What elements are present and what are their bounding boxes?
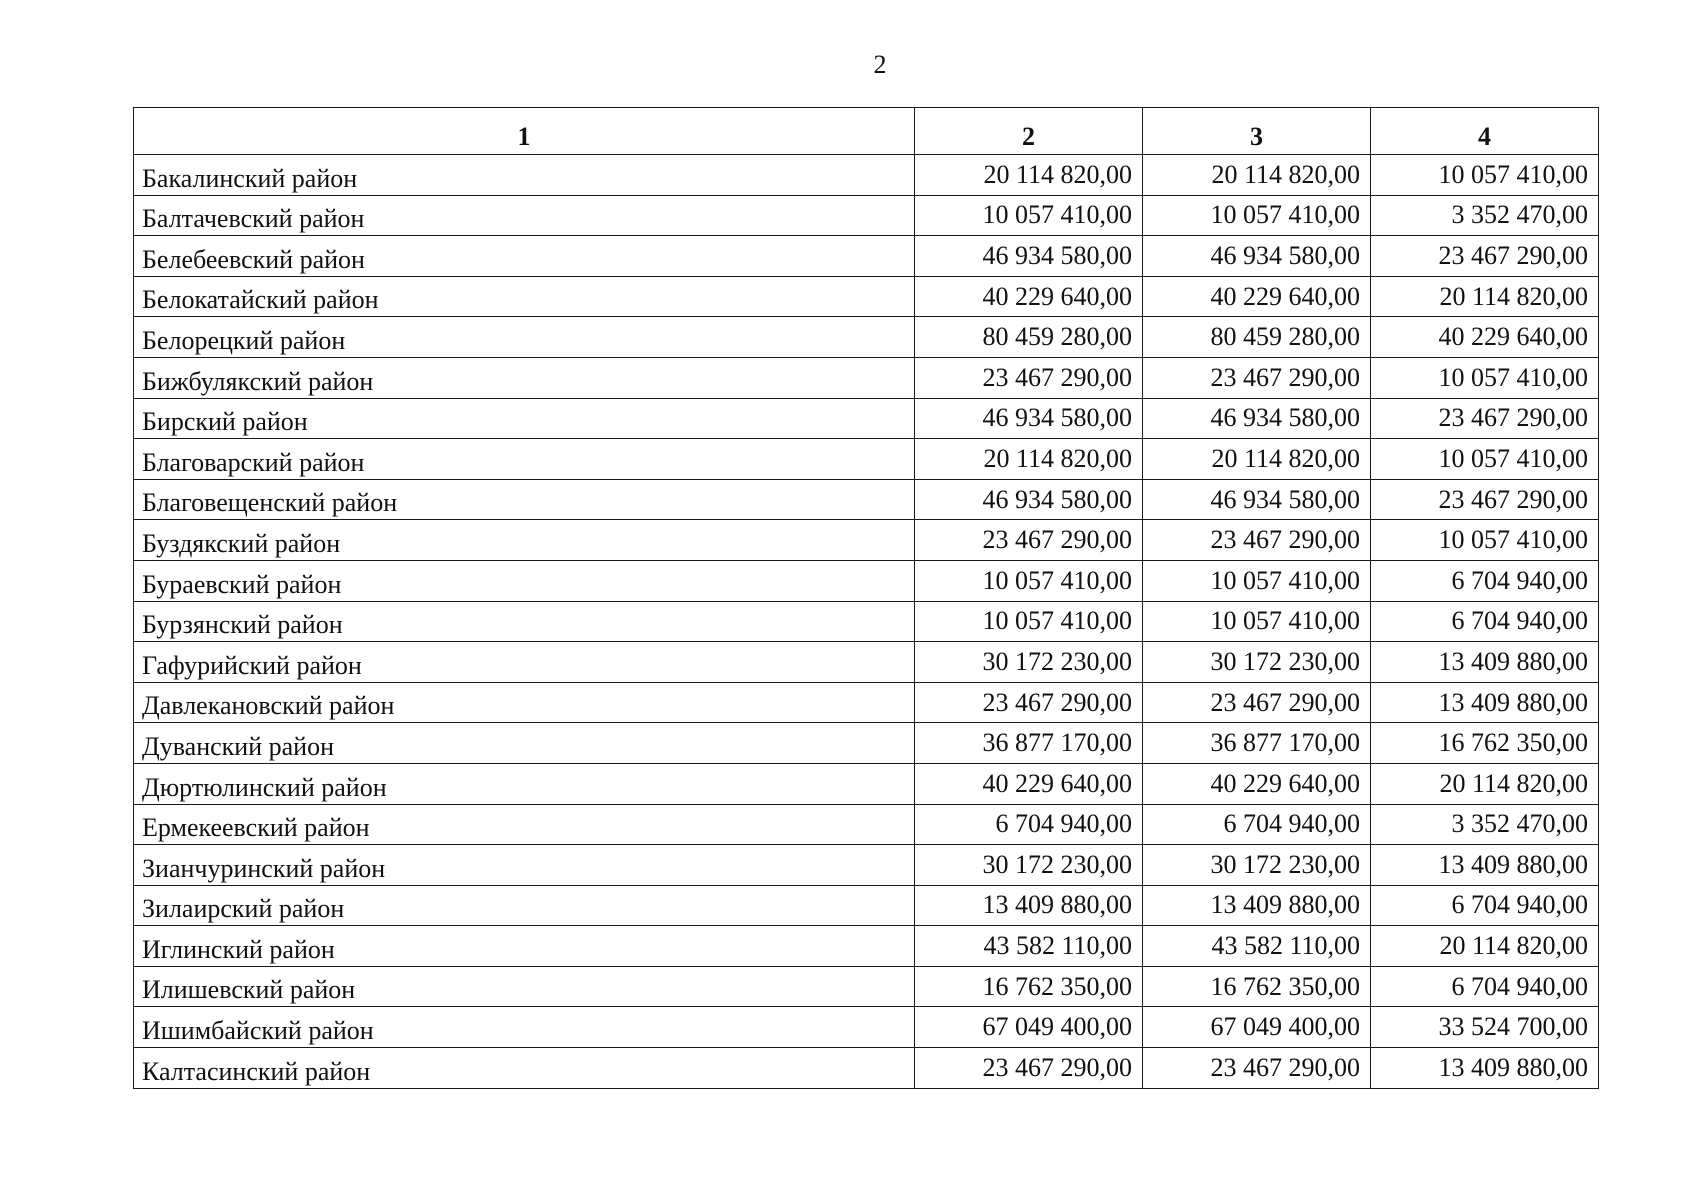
column-3-value-cell: 46 934 580,00 [1143,479,1371,520]
district-name-cell: Ишимбайский район [134,1007,915,1048]
district-name-cell: Белокатайский район [134,276,915,317]
column-4-value-cell: 10 057 410,00 [1371,155,1599,196]
table-row [134,804,1599,845]
district-name-cell: Дюртюлинский район [134,763,915,804]
district-table-container [133,107,1599,1089]
column-2-value-cell: 40 229 640,00 [915,276,1143,317]
column-3-value-cell: 30 172 230,00 [1143,845,1371,886]
district-name-cell: Бакалинский район [134,155,915,196]
column-4-value-cell: 23 467 290,00 [1371,398,1599,439]
column-3-value-cell: 10 057 410,00 [1143,601,1371,642]
column-header: 3 [1143,108,1371,155]
page-number: 2 [873,50,887,79]
table-row [134,1007,1599,1048]
district-table [133,107,1599,1089]
column-3-value-cell: 23 467 290,00 [1143,357,1371,398]
district-name-cell: Бижбулякский район [134,357,915,398]
column-2-value-cell: 46 934 580,00 [915,479,1143,520]
column-3-value-cell: 30 172 230,00 [1143,642,1371,683]
column-3-value-cell: 16 762 350,00 [1143,966,1371,1007]
table-row [134,763,1599,804]
column-2-value-cell: 13 409 880,00 [915,885,1143,926]
column-3-value-cell: 20 114 820,00 [1143,155,1371,196]
district-name-cell: Балтачевский район [134,195,915,236]
column-3-value-cell: 80 459 280,00 [1143,317,1371,358]
column-2-value-cell: 20 114 820,00 [915,155,1143,196]
district-name-cell: Бураевский район [134,560,915,601]
column-4-value-cell: 23 467 290,00 [1371,479,1599,520]
column-2-value-cell: 10 057 410,00 [915,560,1143,601]
column-4-value-cell: 10 057 410,00 [1371,357,1599,398]
column-2-value-cell: 23 467 290,00 [915,357,1143,398]
column-3-value-cell: 20 114 820,00 [1143,439,1371,480]
column-4-value-cell: 13 409 880,00 [1371,642,1599,683]
column-4-value-cell: 20 114 820,00 [1371,276,1599,317]
table-row [134,276,1599,317]
column-4-value-cell: 13 409 880,00 [1371,682,1599,723]
district-name-cell: Зилаирский район [134,885,915,926]
district-name-cell: Илишевский район [134,966,915,1007]
table-row [134,357,1599,398]
table-row [134,520,1599,561]
column-2-value-cell: 36 877 170,00 [915,723,1143,764]
column-4-value-cell: 3 352 470,00 [1371,804,1599,845]
column-4-value-cell: 10 057 410,00 [1371,520,1599,561]
table-row [134,439,1599,480]
column-4-value-cell: 20 114 820,00 [1371,763,1599,804]
column-4-value-cell: 6 704 940,00 [1371,885,1599,926]
column-2-value-cell: 6 704 940,00 [915,804,1143,845]
column-2-value-cell: 10 057 410,00 [915,195,1143,236]
table-body [134,155,1599,1089]
column-4-value-cell: 13 409 880,00 [1371,1048,1599,1089]
column-3-value-cell: 23 467 290,00 [1143,520,1371,561]
table-header-row [134,108,1599,155]
district-name-cell: Ермекеевский район [134,804,915,845]
column-3-value-cell: 46 934 580,00 [1143,398,1371,439]
column-2-value-cell: 30 172 230,00 [915,845,1143,886]
table-row [134,195,1599,236]
column-4-value-cell: 3 352 470,00 [1371,195,1599,236]
column-2-value-cell: 16 762 350,00 [915,966,1143,1007]
column-4-value-cell: 13 409 880,00 [1371,845,1599,886]
table-row [134,885,1599,926]
column-4-value-cell: 6 704 940,00 [1371,560,1599,601]
column-4-value-cell: 40 229 640,00 [1371,317,1599,358]
column-3-value-cell: 36 877 170,00 [1143,723,1371,764]
column-2-value-cell: 30 172 230,00 [915,642,1143,683]
column-2-value-cell: 10 057 410,00 [915,601,1143,642]
column-3-value-cell: 10 057 410,00 [1143,560,1371,601]
column-2-value-cell: 43 582 110,00 [915,926,1143,967]
column-2-value-cell: 67 049 400,00 [915,1007,1143,1048]
district-name-cell: Белорецкий район [134,317,915,358]
district-name-cell: Дуванский район [134,723,915,764]
table-row [134,966,1599,1007]
column-2-value-cell: 40 229 640,00 [915,763,1143,804]
column-2-value-cell: 46 934 580,00 [915,236,1143,277]
table-row [134,723,1599,764]
column-3-value-cell: 40 229 640,00 [1143,276,1371,317]
column-2-value-cell: 23 467 290,00 [915,682,1143,723]
column-3-value-cell: 46 934 580,00 [1143,236,1371,277]
table-row [134,642,1599,683]
table-row [134,601,1599,642]
column-2-value-cell: 20 114 820,00 [915,439,1143,480]
column-header: 4 [1371,108,1599,155]
column-2-value-cell: 23 467 290,00 [915,520,1143,561]
district-name-cell: Благоварский район [134,439,915,480]
column-4-value-cell: 6 704 940,00 [1371,966,1599,1007]
table-row [134,398,1599,439]
column-4-value-cell: 6 704 940,00 [1371,601,1599,642]
column-2-value-cell: 23 467 290,00 [915,1048,1143,1089]
table-row [134,682,1599,723]
column-4-value-cell: 33 524 700,00 [1371,1007,1599,1048]
column-2-value-cell: 80 459 280,00 [915,317,1143,358]
column-3-value-cell: 43 582 110,00 [1143,926,1371,967]
table-row [134,845,1599,886]
district-name-cell: Бирский район [134,398,915,439]
table-row [134,479,1599,520]
district-name-cell: Зианчуринский район [134,845,915,886]
table-row [134,155,1599,196]
district-name-cell: Калтасинский район [134,1048,915,1089]
column-4-value-cell: 23 467 290,00 [1371,236,1599,277]
column-header: 1 [134,108,915,155]
column-3-value-cell: 40 229 640,00 [1143,763,1371,804]
district-name-cell: Давлекановский район [134,682,915,723]
table-row [134,926,1599,967]
column-3-value-cell: 10 057 410,00 [1143,195,1371,236]
district-name-cell: Иглинский район [134,926,915,967]
column-4-value-cell: 20 114 820,00 [1371,926,1599,967]
district-name-cell: Белебеевский район [134,236,915,277]
district-name-cell: Бурзянский район [134,601,915,642]
table-row [134,560,1599,601]
column-header: 2 [915,108,1143,155]
column-3-value-cell: 67 049 400,00 [1143,1007,1371,1048]
column-4-value-cell: 16 762 350,00 [1371,723,1599,764]
district-name-cell: Буздякский район [134,520,915,561]
column-3-value-cell: 6 704 940,00 [1143,804,1371,845]
district-name-cell: Благовещенский район [134,479,915,520]
table-row [134,236,1599,277]
column-3-value-cell: 23 467 290,00 [1143,682,1371,723]
column-4-value-cell: 10 057 410,00 [1371,439,1599,480]
column-2-value-cell: 46 934 580,00 [915,398,1143,439]
table-row [134,1048,1599,1089]
column-3-value-cell: 13 409 880,00 [1143,885,1371,926]
column-3-value-cell: 23 467 290,00 [1143,1048,1371,1089]
district-name-cell: Гафурийский район [134,642,915,683]
table-row [134,317,1599,358]
